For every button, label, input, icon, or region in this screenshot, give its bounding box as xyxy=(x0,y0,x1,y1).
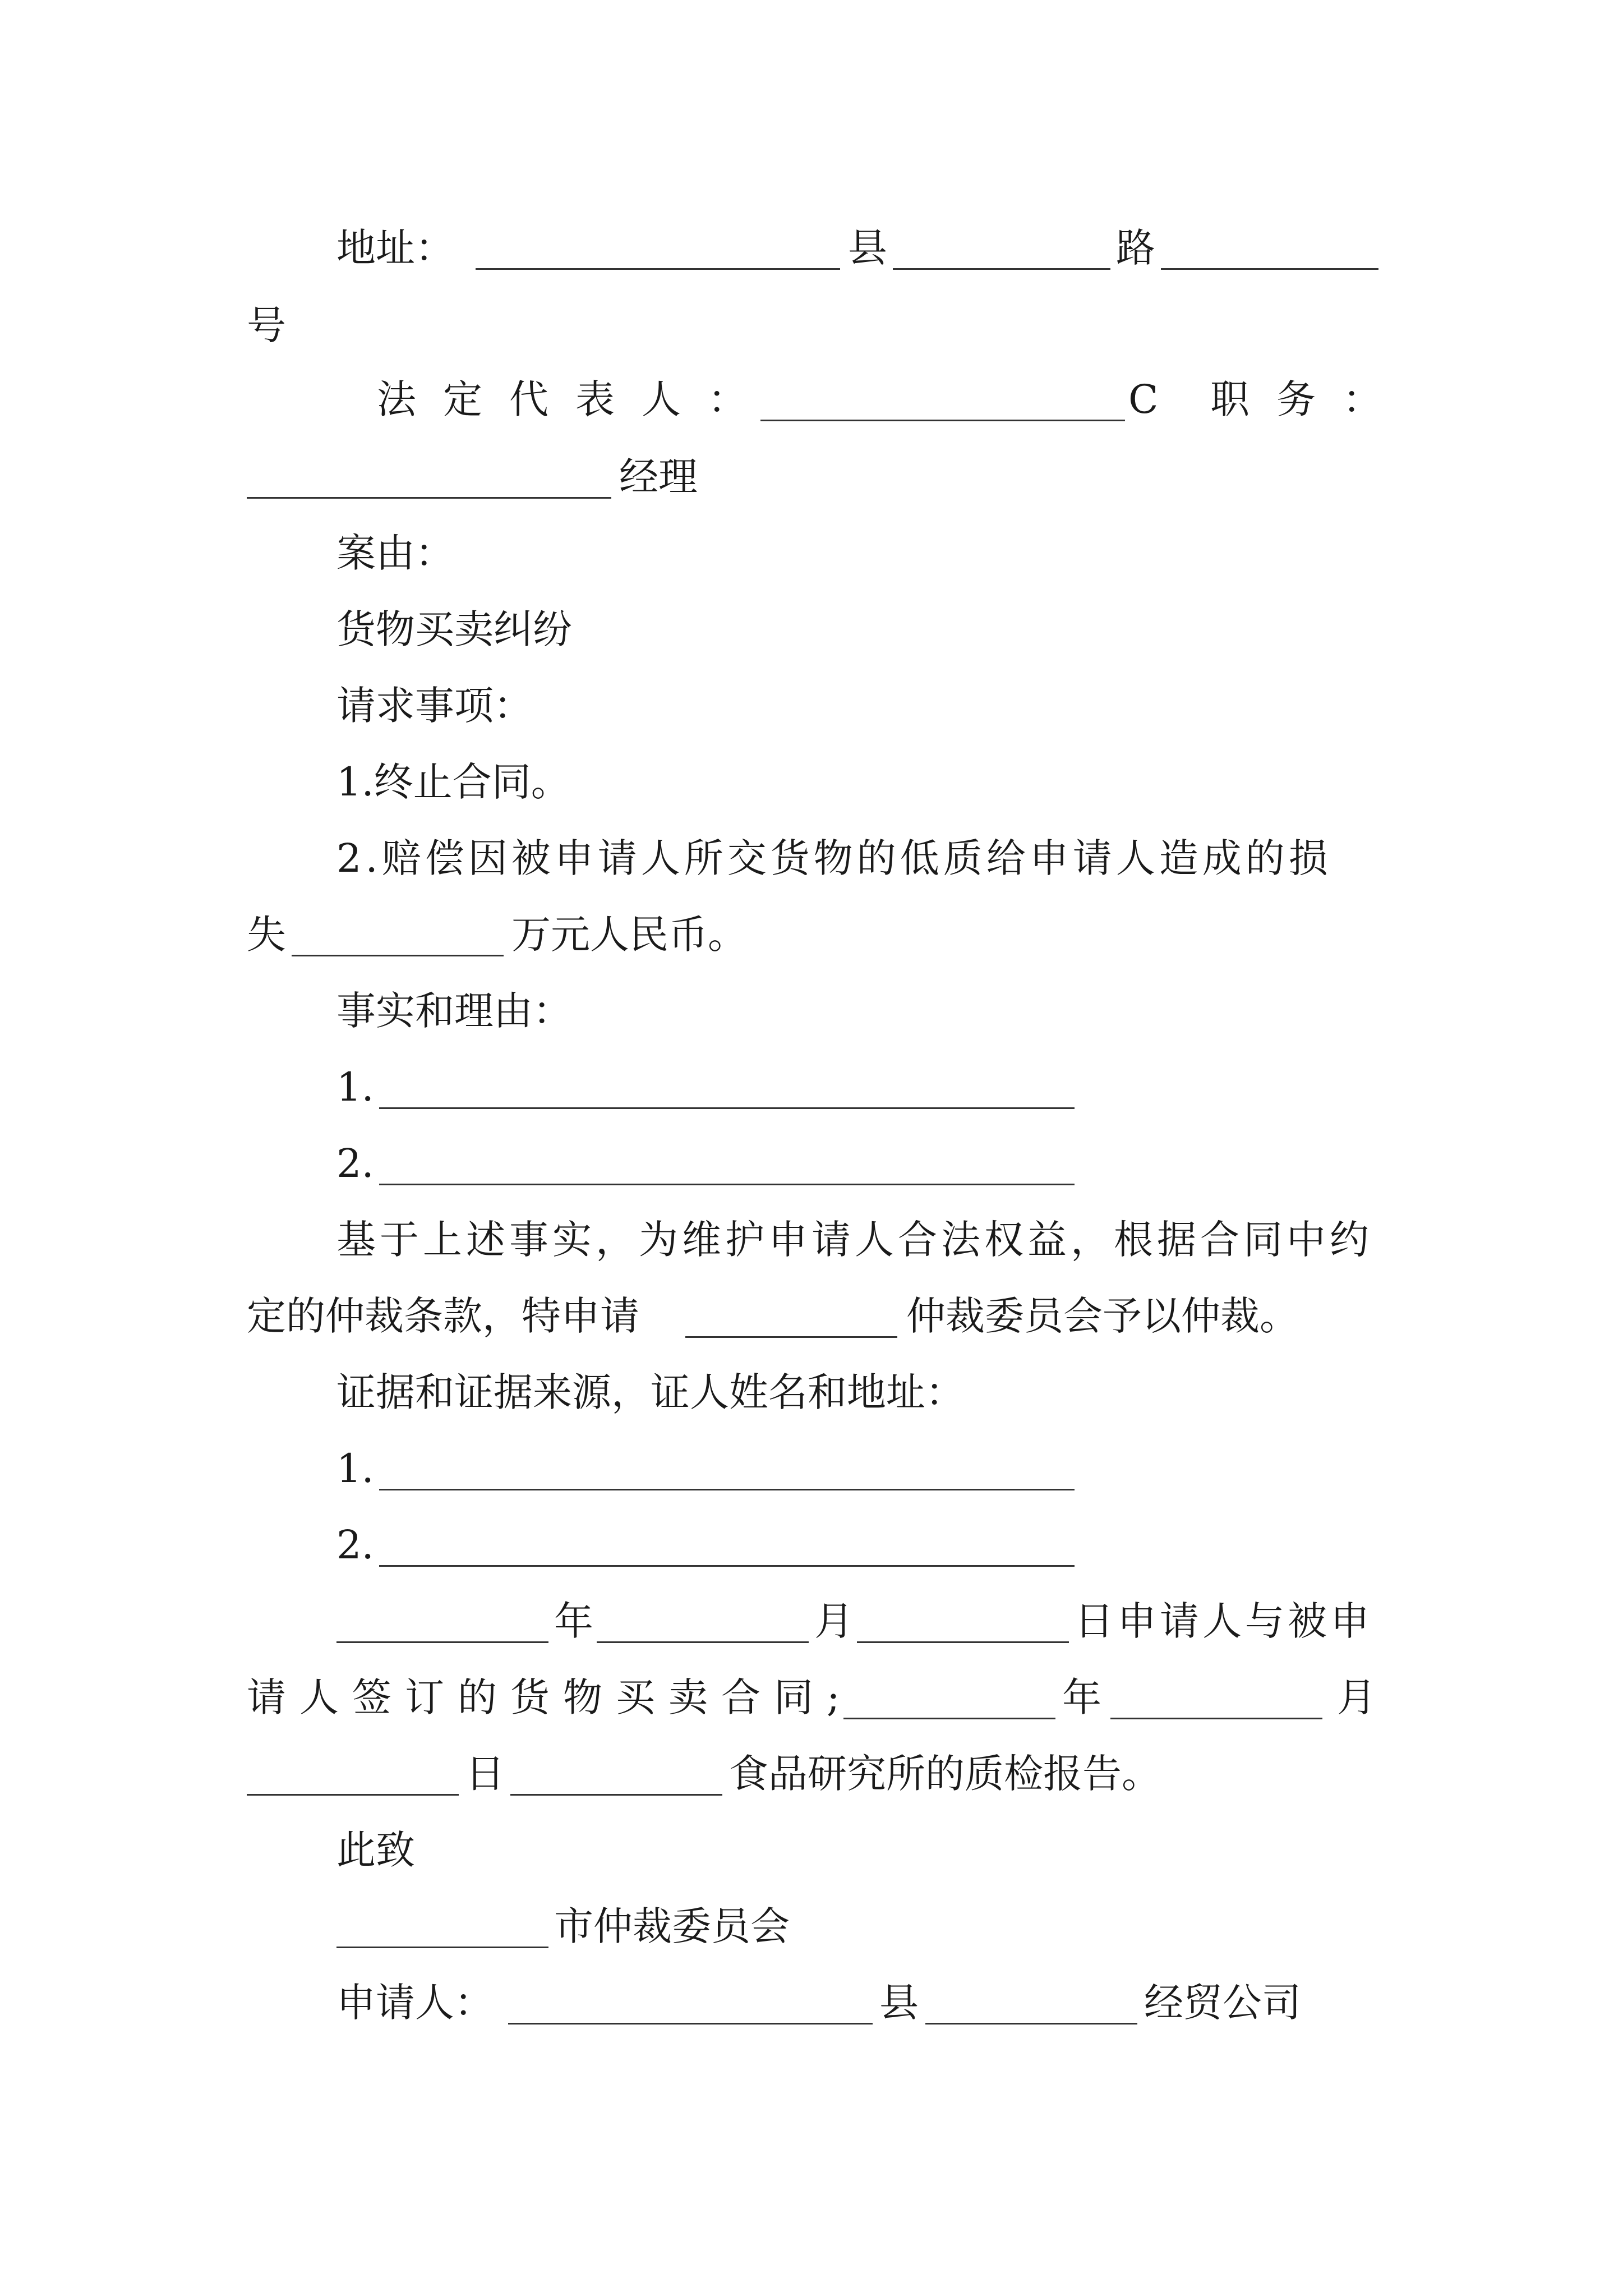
address-road: 路 xyxy=(1116,225,1155,271)
city-blank xyxy=(336,1947,548,1948)
applicant-blank-2 xyxy=(925,2023,1137,2024)
request-2-line-2 xyxy=(0,901,1623,968)
position-value: 经理 xyxy=(619,454,698,500)
address-line-2 xyxy=(0,292,1623,359)
fact-2-blank xyxy=(379,1184,1075,1185)
request-2-line xyxy=(0,825,1623,892)
cause-label-line xyxy=(0,519,1623,587)
request-2-blank xyxy=(292,955,504,956)
committee-line xyxy=(0,1893,1623,1960)
report-month-blank xyxy=(1110,1718,1322,1719)
position-line xyxy=(0,443,1623,510)
contract-year: 年 xyxy=(554,1598,593,1644)
fact-1-blank xyxy=(379,1107,1075,1109)
evidence-label: 证据和证据来源，证人姓名和地址： xyxy=(336,1369,965,1415)
report-year: 年 xyxy=(1062,1674,1101,1720)
report-day-blank xyxy=(247,1794,459,1796)
request-1: 1.终止合同。 xyxy=(336,759,570,805)
fact-2-num: 2. xyxy=(336,1140,374,1186)
contract-month-blank xyxy=(597,1641,809,1643)
evidence-2-num: 2. xyxy=(336,1522,374,1568)
contract-year-blank xyxy=(336,1641,548,1643)
request-1-line xyxy=(0,748,1623,816)
basis-line-2 xyxy=(0,1282,1623,1350)
legal-rep-label: 法定代表人： xyxy=(377,376,774,422)
basis-line-2-suffix: 仲裁委员会予以仲裁。 xyxy=(906,1293,1299,1339)
facts-label-line xyxy=(0,977,1623,1045)
basis-line-2-prefix: 定的仲裁条款，特申请 xyxy=(247,1293,639,1339)
fact-1-num: 1. xyxy=(336,1064,374,1110)
salutation: 此致 xyxy=(336,1827,415,1873)
address-line xyxy=(0,214,1623,282)
evidence-2-blank xyxy=(379,1565,1075,1567)
cause-label: 案由： xyxy=(336,530,454,576)
legal-rep-blank xyxy=(760,420,1125,421)
address-label: 地址： xyxy=(336,225,454,271)
contract-date-line xyxy=(0,1588,1623,1655)
request-2-prefix: 失 xyxy=(247,912,286,958)
contract-day-sign: 日申请人与被申 xyxy=(1075,1598,1373,1644)
evidence-label-line xyxy=(0,1359,1623,1426)
applicant-label: 申请人： xyxy=(336,1980,494,2026)
applicant-line xyxy=(0,1969,1623,2036)
address-blank-3 xyxy=(1161,268,1378,270)
basis-line-1 xyxy=(0,1206,1623,1273)
cause-value-line xyxy=(0,596,1623,663)
legal-rep-suffix: C xyxy=(1128,376,1159,422)
address-blank-1 xyxy=(476,268,840,270)
report-suffix: 食品研究所的质检报告。 xyxy=(729,1751,1161,1797)
contract-line-2 xyxy=(0,1664,1623,1731)
position-blank xyxy=(247,497,611,499)
requests-label: 请求事项： xyxy=(336,683,533,729)
report-year-blank xyxy=(843,1718,1055,1719)
request-2-part1: 2.赔偿因被申请人所交货物的低质给申请人造成的损 xyxy=(336,835,1332,881)
legal-rep-line xyxy=(0,366,1623,433)
fact-2-line xyxy=(0,1130,1623,1197)
applicant-company: 经贸公司 xyxy=(1144,1980,1301,2026)
request-2-suffix: 万元人民币。 xyxy=(511,912,747,958)
institute-blank xyxy=(510,1794,722,1796)
report-day: 日 xyxy=(465,1751,505,1797)
contract-day-blank xyxy=(857,1641,1069,1643)
contract-month: 月 xyxy=(814,1598,854,1644)
fact-1-line xyxy=(0,1053,1623,1121)
address-number: 号 xyxy=(247,302,286,348)
basis-line-1-text: 基于上述事实，为维护申请人合法权益，根据合同中约 xyxy=(336,1217,1373,1263)
evidence-1-num: 1. xyxy=(336,1446,374,1492)
committee-suffix: 市仲裁委员会 xyxy=(554,1903,790,1949)
address-county: 县 xyxy=(848,225,887,271)
contract-text: 请人签订的货物买卖合同; xyxy=(247,1674,854,1720)
applicant-blank-1 xyxy=(508,2023,873,2024)
report-line xyxy=(0,1740,1623,1807)
cause-value: 货物买卖纠纷 xyxy=(336,606,572,652)
evidence-1-line xyxy=(0,1435,1623,1502)
salutation-line xyxy=(0,1816,1623,1884)
requests-label-line xyxy=(0,672,1623,739)
arbitration-committee-blank xyxy=(685,1336,897,1338)
position-label: 职务： xyxy=(1210,376,1409,422)
evidence-1-blank xyxy=(379,1489,1075,1490)
evidence-2-line xyxy=(0,1511,1623,1579)
applicant-county: 县 xyxy=(879,1980,919,2026)
facts-label: 事实和理由： xyxy=(336,988,572,1034)
address-blank-2 xyxy=(893,268,1110,270)
report-month: 月 xyxy=(1337,1674,1376,1720)
